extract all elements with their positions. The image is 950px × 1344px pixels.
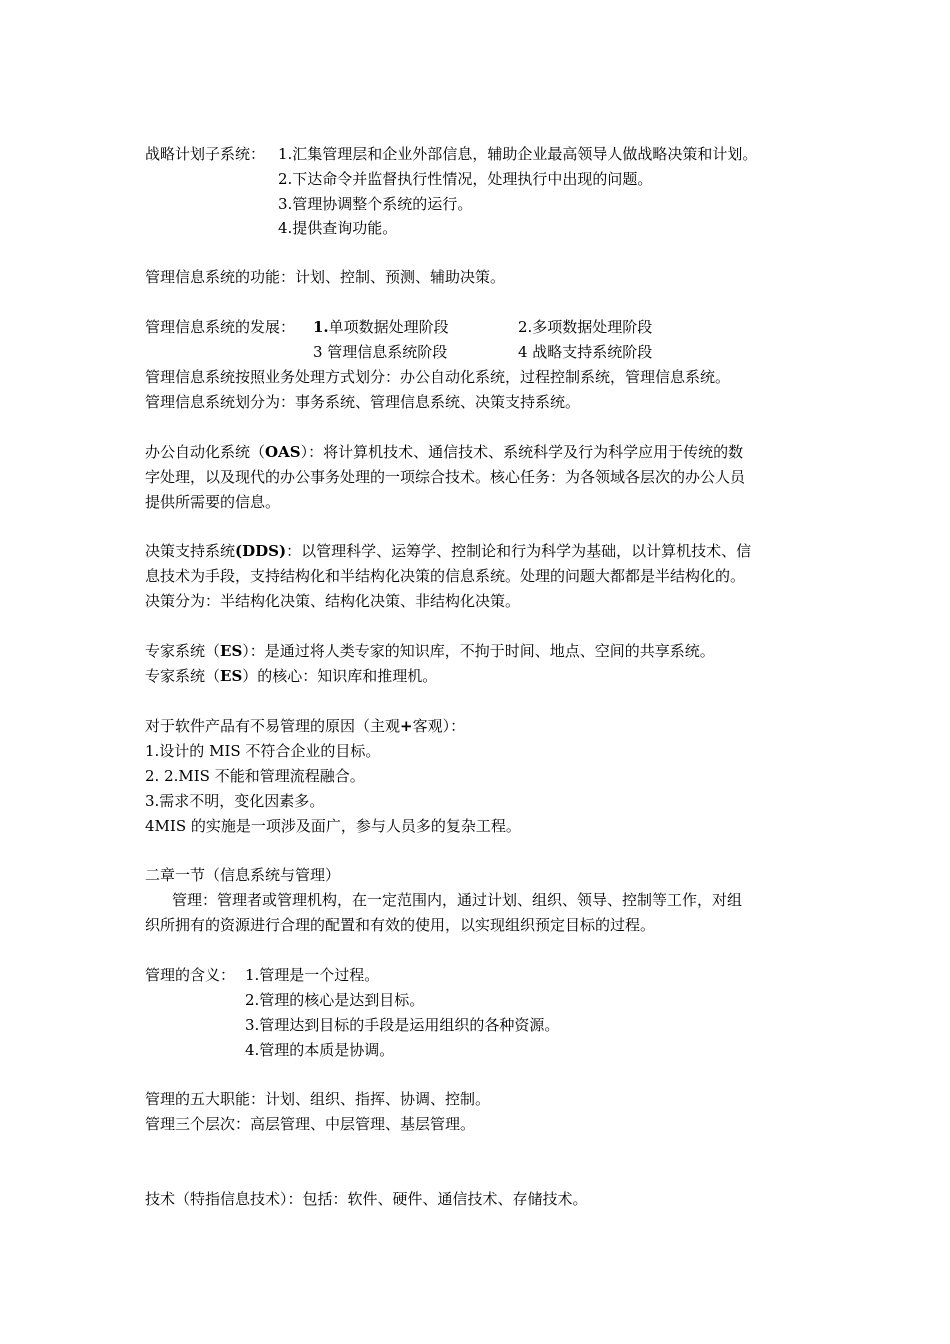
es-line-1-rest: ）：是通过将人类专家的知识库，不拘于时间、地点、空间的共享系统。: [242, 642, 715, 660]
es-line-1-prefix: 专家系统（: [145, 642, 221, 660]
dss-prefix: 决策支持系统: [145, 542, 236, 560]
mis-dev-stage-1: [313, 315, 449, 339]
dss-line-1: [145, 539, 751, 563]
mis-dev-stage-2: 2.多项数据处理阶段: [518, 318, 653, 336]
management-meaning-4: 4.管理的本质是协调。: [245, 1041, 395, 1059]
mis-development-label: 管理信息系统的发展：: [145, 318, 296, 336]
dss-abbr: (DDS): [235, 542, 287, 560]
strategic-subsystem-label: 战略计划子系统：: [145, 145, 266, 163]
software-title-post: 客观）：: [412, 717, 466, 735]
mis-by-business-line: 管理信息系统按照业务处理方式划分：办公自动化系统，过程控制系统，管理信息系统。: [145, 368, 731, 386]
software-reason-4: 4MIS 的实施是一项涉及面广，参与人员多的复杂工程。: [145, 817, 521, 835]
mis-dev-stage-3: 3 管理信息系统阶段: [313, 343, 448, 361]
es-line-2-rest: ）的核心：知识库和推理机。: [242, 667, 438, 685]
strategic-item-2: 2.下达命令并监督执行性情况，处理执行中出现的问题。: [278, 170, 653, 188]
management-meaning-2: 2.管理的核心是达到目标。: [245, 991, 425, 1009]
oas-prefix: 办公自动化系统（: [145, 443, 266, 461]
oas-abbr: OAS: [265, 443, 301, 461]
management-meaning-1: 1.管理是一个过程。: [245, 966, 380, 984]
es-line-2: [145, 664, 437, 688]
software-reasons-title: [145, 714, 465, 738]
software-reason-1: 1.设计的 MIS 不符合企业的目标。: [145, 742, 381, 760]
software-reason-2: 2. 2.MIS 不能和管理流程融合。: [145, 767, 365, 785]
dss-line-3: 决策分为：半结构化决策、结构化决策、非结构化决策。: [145, 592, 521, 610]
stage-1-text: 单项数据处理阶段: [328, 318, 449, 336]
management-definition-line-2: 织所拥有的资源进行合理的配置和有效的使用，以实现组织预定目标的过程。: [145, 916, 656, 934]
dss-line-1-rest: ：以管理科学、运筹学、控制论和行为科学为基础，以计算机技术、信: [286, 542, 752, 560]
management-meaning-label: 管理的含义：: [145, 966, 236, 984]
es-abbr-2: ES: [220, 667, 243, 685]
es-line-1: [145, 639, 715, 663]
es-abbr: ES: [220, 642, 243, 660]
software-title-pre: 对于软件产品有不易管理的原因（主观: [145, 717, 401, 735]
mis-functions-line: 管理信息系统的功能：计划、控制、预测、辅助决策。: [145, 268, 506, 286]
management-meaning-3: 3.管理达到目标的手段是运用组织的各种资源。: [245, 1016, 560, 1034]
oas-line-1: [145, 440, 743, 464]
oas-line-3: 提供所需要的信息。: [145, 493, 281, 511]
oas-line-2: 字处理，以及现代的办公事务处理的一项综合技术。核心任务：为各领域各层次的办公人员: [145, 468, 746, 486]
strategic-item-3: 3.管理协调整个系统的运行。: [278, 195, 473, 213]
mis-dev-stage-4: 4 战略支持系统阶段: [518, 343, 653, 361]
management-definition-line-1: 管理：管理者或管理机构，在一定范围内，通过计划、组织、领导、控制等工作，对组: [172, 891, 743, 909]
stage-1-number: 1.: [313, 318, 329, 336]
five-functions-line: 管理的五大职能：计划、组织、指挥、协调、控制。: [145, 1090, 491, 1108]
technology-line: 技术（特指信息技术）：包括：软件、硬件、通信技术、存储技术。: [145, 1190, 588, 1208]
es-line-2-prefix: 专家系统（: [145, 667, 221, 685]
chapter-title: 二章一节（信息系统与管理）: [145, 866, 341, 884]
software-title-plus: +: [400, 717, 413, 735]
three-levels-line: 管理三个层次：高层管理、中层管理、基层管理。: [145, 1115, 476, 1133]
mis-divided-line: 管理信息系统划分为：事务系统、管理信息系统、决策支持系统。: [145, 393, 581, 411]
strategic-item-1: 1.汇集管理层和企业外部信息，辅助企业最高领导人做战略决策和计划。: [278, 145, 758, 163]
software-reason-3: 3.需求不明，变化因素多。: [145, 792, 325, 810]
dss-line-2: 息技术为手段，支持结构化和半结构化决策的信息系统。处理的问题大都都是半结构化的。: [145, 567, 746, 585]
strategic-item-4: 4.提供查询功能。: [278, 219, 398, 237]
oas-line-1-rest: ）：将计算机技术、通信技术、系统科学及行为科学应用于传统的数: [300, 443, 744, 461]
